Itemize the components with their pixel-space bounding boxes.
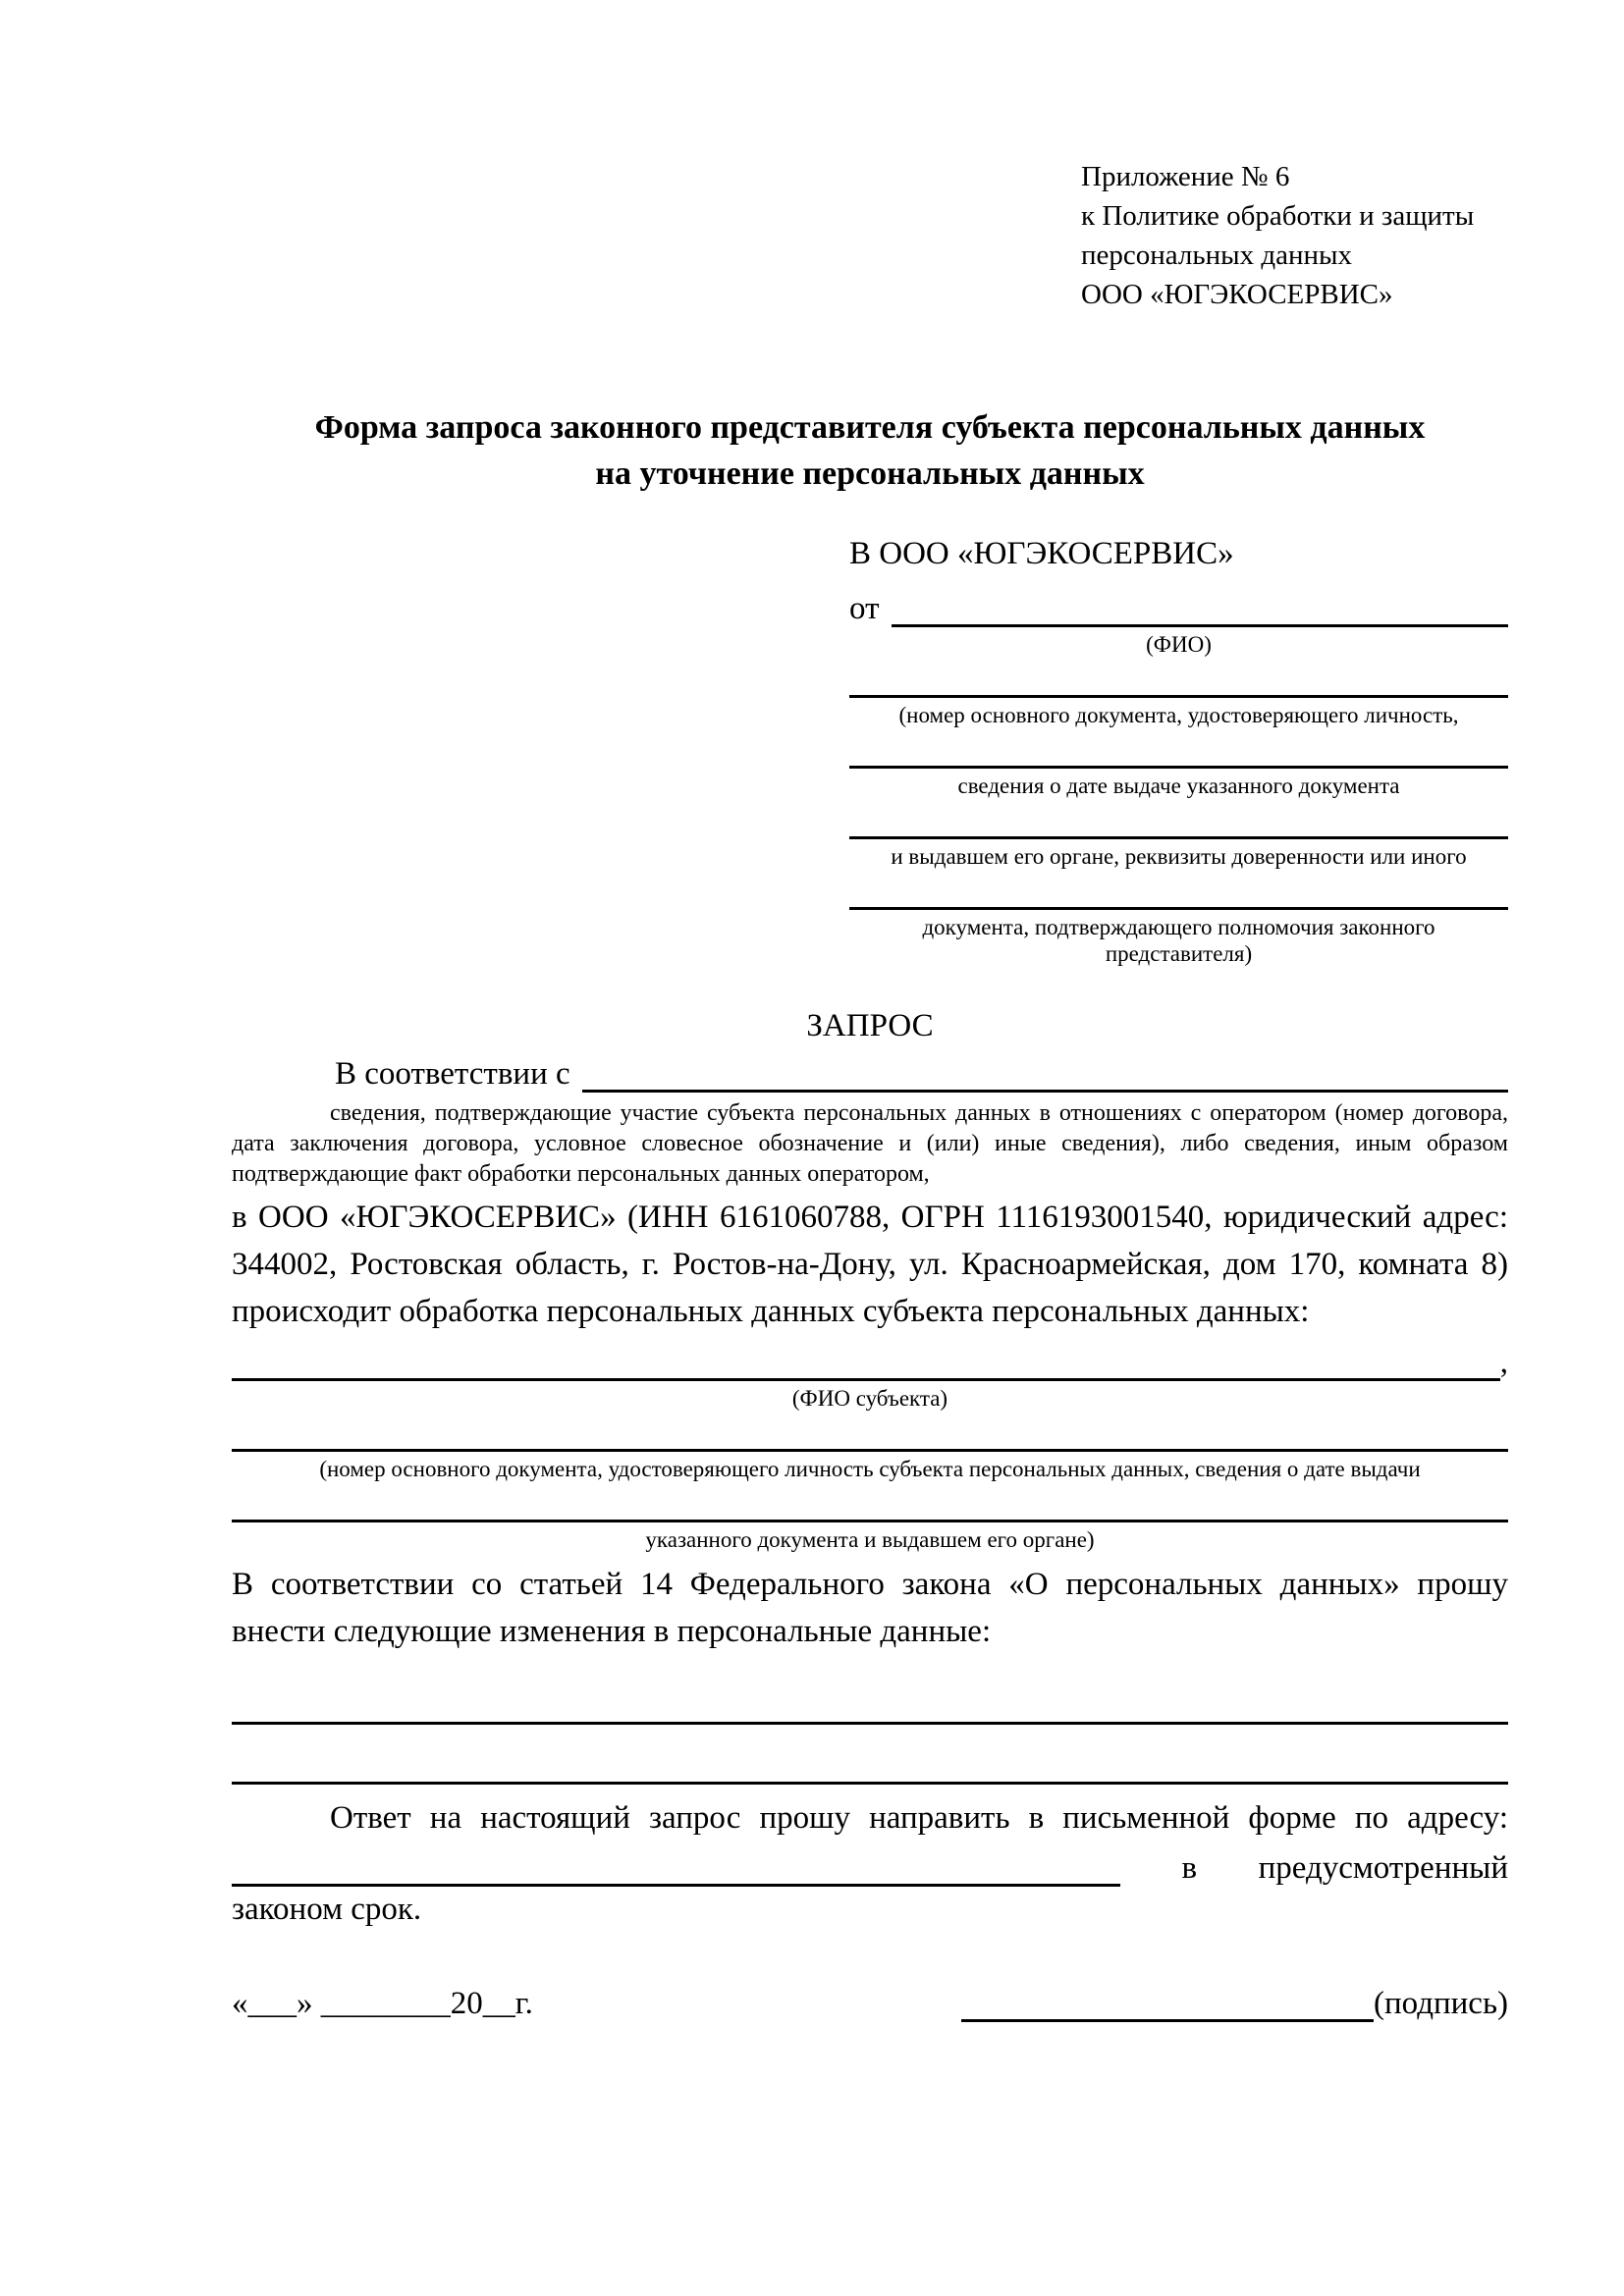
form-title-line-2: на уточнение персональных данных: [595, 455, 1145, 492]
from-label: от: [849, 591, 880, 626]
date-line: «___» ________20__г.: [232, 1986, 533, 2021]
appendix-header: [1081, 157, 1508, 314]
subject-doc-blank-field-2: [232, 1482, 1508, 1522]
doc-power-blank-field: [849, 870, 1508, 910]
law-paragraph: В соответствии со статьей 14 Федерального закона «О персональных данных» прошу внести следующие изменения в персональные данные:: [232, 1567, 1508, 1649]
doc-caption-3: и выдавшем его органе, реквизиты доверенности или иного: [891, 844, 1467, 869]
subject-fio-caption: (ФИО субъекта): [791, 1386, 948, 1411]
appendix-line: к Политике обработки и защиты: [1081, 200, 1475, 232]
doc-caption-4: документа, подтверждающего полномочия законного представителя): [922, 915, 1435, 966]
answer-tail: законом срок.: [232, 1892, 422, 1927]
changes-blank-field-1: [232, 1684, 1508, 1725]
signature-blank-field: [961, 1986, 1374, 2022]
from-row: [849, 591, 1508, 627]
doc-authority-blank-field: [849, 799, 1508, 839]
form-title-line-1: Форма запроса законного представителя субъекта персональных данных: [314, 409, 1426, 446]
fio-caption: (ФИО): [1146, 632, 1212, 657]
from-blank-field: [892, 591, 1509, 627]
appendix-line: ООО «ЮГЭКОСЕРВИС»: [1081, 279, 1393, 310]
doc-caption-1: (номер основного документа, удостоверяющего личность,: [898, 703, 1459, 727]
address-blank-field: [232, 1850, 1120, 1887]
answer-word-right: предусмотренный: [1258, 1850, 1508, 1886]
subject-doc-caption-2: указанного документа и выдавшем его органе): [645, 1527, 1095, 1552]
signature-caption: (подпись): [1374, 1986, 1508, 2021]
signature-group: [961, 1986, 1508, 2022]
subject-fio-blank-field: [232, 1345, 1500, 1381]
form-title: [232, 404, 1508, 497]
addressee-block: [849, 532, 1508, 967]
subject-doc-caption-1: (номер основного документа, удостоверяющего личность субъекта персональных данных, сведения о дате выдачи: [319, 1457, 1421, 1481]
subject-doc-blank-field: [232, 1412, 1508, 1452]
request-heading: ЗАПРОС: [806, 1008, 934, 1043]
appendix-line: персональных данных: [1081, 240, 1353, 271]
operator-note: сведения, подтверждающие участие субъекта персональных данных в отношениях с оператором (номер договора, дата заключения договора, условное словесное обозначение и (или) иные сведения), либо сведения, иным образом подтверждающие факт обработки персональных данных оператором,: [232, 1100, 1508, 1187]
intro-blank-field: [582, 1056, 1508, 1093]
date-signature-row: [232, 1986, 1508, 2022]
changes-blank-field-2: [232, 1725, 1508, 1785]
appendix-line: Приложение № 6: [1081, 161, 1290, 192]
subject-fio-row: [232, 1345, 1508, 1381]
address-row: [232, 1842, 1508, 1887]
doc-caption-2: сведения о дате выдаче указанного документа: [957, 774, 1400, 798]
operator-paragraph: в ООО «ЮГЭКОСЕРВИС» (ИНН 6161060788, ОГРН 1116193001540, юридический адрес: 344002, Ростовская область, г. Ростов-на-Дону, ул. Красноармейская, дом 170, комната 8) происходит обработка персональных данных субъекта персональных данных:: [232, 1200, 1508, 1329]
doc-issue-date-blank-field: [849, 728, 1508, 769]
intro-label: В соответствии с: [335, 1056, 570, 1092]
doc-number-blank-field: [849, 658, 1508, 698]
intro-row: [232, 1056, 1508, 1093]
subject-comma: ,: [1499, 1345, 1508, 1380]
addressee-to: В ООО «ЮГЭКОСЕРВИС»: [849, 536, 1234, 571]
answer-word-mid: в: [1181, 1850, 1198, 1886]
answer-paragraph: Ответ на настоящий запрос прошу направить в письменной форме по адресу:: [330, 1800, 1508, 1836]
